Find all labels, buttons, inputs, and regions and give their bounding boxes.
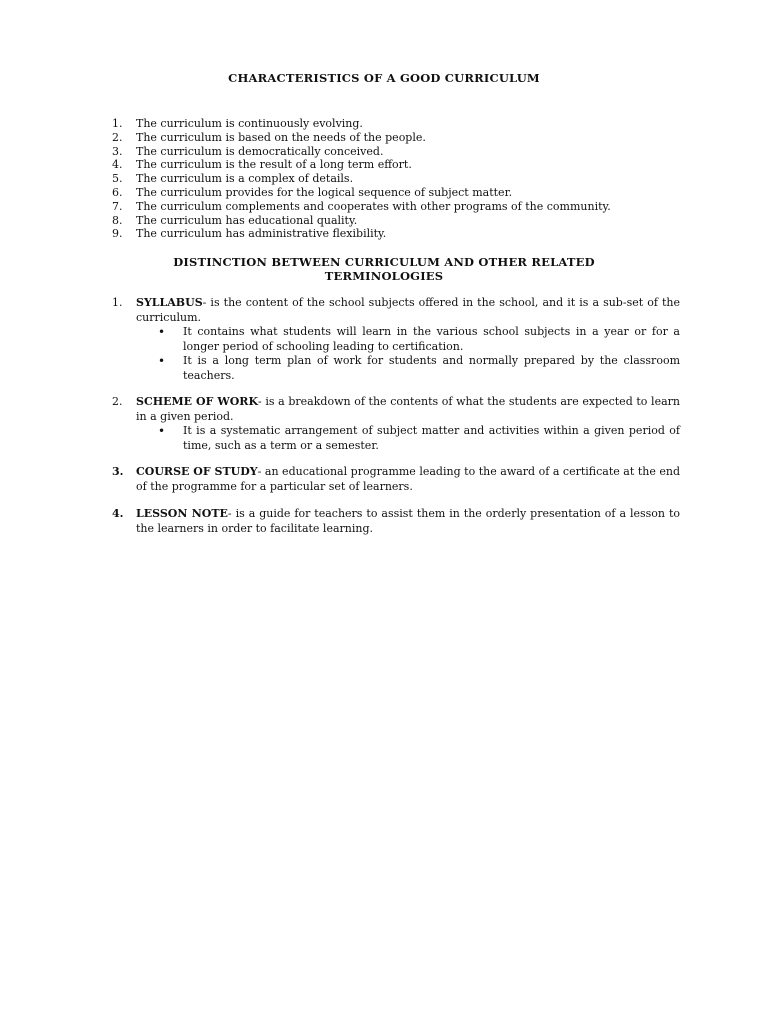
list-item-text: The curriculum is democratically conceived.	[136, 144, 384, 158]
list-item-text: The curriculum is continuously evolving.	[136, 117, 363, 130]
term-number: 3.	[112, 465, 124, 478]
list-item-number: 2.	[112, 130, 123, 144]
heading-distinction-line2: TERMINOLOGIES	[324, 269, 444, 283]
list-item-number: 8.	[112, 213, 123, 227]
list-item-number: 3.	[112, 144, 123, 158]
term-number: 4.	[112, 507, 124, 520]
list-item-text: The curriculum is based on the needs of the people.	[136, 130, 426, 144]
term-scheme-of-work	[108, 395, 680, 453]
term-definition: - is the content of the school subjects offered in the school, and it is a sub-set of the curriculum.	[136, 296, 680, 324]
list-item	[108, 227, 688, 241]
list-item	[108, 117, 688, 131]
characteristics-list	[108, 117, 688, 241]
bullet-dot-icon: •	[158, 325, 166, 339]
heading-distinction-line1: DISTINCTION BETWEEN CURRICULUM AND OTHER RELATED	[173, 255, 595, 269]
term-number: 1.	[112, 296, 123, 309]
list-item-number: 1.	[112, 117, 123, 130]
list-item-text: The curriculum complements and cooperates with other programs of the community.	[136, 199, 611, 213]
bullet-dot-icon: •	[158, 354, 166, 368]
heading-characteristics: CHARACTERISTICS OF A GOOD CURRICULUM	[228, 71, 540, 85]
list-item-number: 7.	[112, 199, 123, 213]
heading-distinction	[150, 255, 618, 283]
list-item-text: The curriculum is the result of a long term effort.	[136, 158, 412, 172]
list-item	[108, 131, 688, 145]
term-name: COURSE OF STUDY	[136, 465, 258, 478]
bullet-item	[158, 354, 680, 383]
list-item-number: 4.	[112, 158, 123, 172]
list-item	[108, 158, 688, 172]
list-item-number: 5.	[112, 172, 123, 186]
list-item-text: The curriculum provides for the logical sequence of subject matter.	[136, 185, 513, 199]
list-item	[108, 145, 688, 159]
bullet-item	[158, 424, 680, 453]
term-definition: - is a breakdown of the contents of what the students are expected to learn in a given period.	[136, 395, 680, 423]
list-item-text: The curriculum has educational quality.	[136, 213, 358, 227]
bullet-text: It is a systematic arrangement of subject matter and activities within a given period of time, such as a term or a semester.	[183, 424, 680, 452]
term-definition: - is a guide for teachers to assist them in the orderly presentation of a lesson to the learners in order to facilitate learning.	[136, 507, 680, 535]
list-item	[108, 200, 688, 214]
list-item-number: 9.	[112, 227, 123, 241]
term-number: 2.	[112, 395, 123, 408]
bullet-item	[158, 325, 680, 354]
term-name: LESSON NOTE	[136, 507, 228, 520]
bullet-text: It is a long term plan of work for students and normally prepared by the classroom teachers.	[183, 354, 680, 382]
term-name: SYLLABUS	[136, 296, 203, 309]
term-course-of-study	[108, 465, 680, 494]
list-item	[108, 172, 688, 186]
bullet-dot-icon: •	[158, 424, 166, 438]
term-definition: - an educational programme leading to the award of a certificate at the end of the programme for a particular set of learners.	[136, 465, 680, 493]
list-item	[108, 214, 688, 228]
bullet-text: It contains what students will learn in the various school subjects in a year or for a longer period of schooling leading to certification.	[183, 325, 680, 353]
list-item	[108, 186, 688, 200]
list-item-text: The curriculum is a complex of details.	[136, 172, 354, 186]
list-item-text: The curriculum has administrative flexibility.	[136, 227, 387, 241]
term-lesson-note	[108, 507, 680, 536]
term-name: SCHEME OF WORK	[136, 395, 259, 408]
list-item-number: 6.	[112, 185, 123, 199]
term-syllabus	[108, 296, 680, 383]
